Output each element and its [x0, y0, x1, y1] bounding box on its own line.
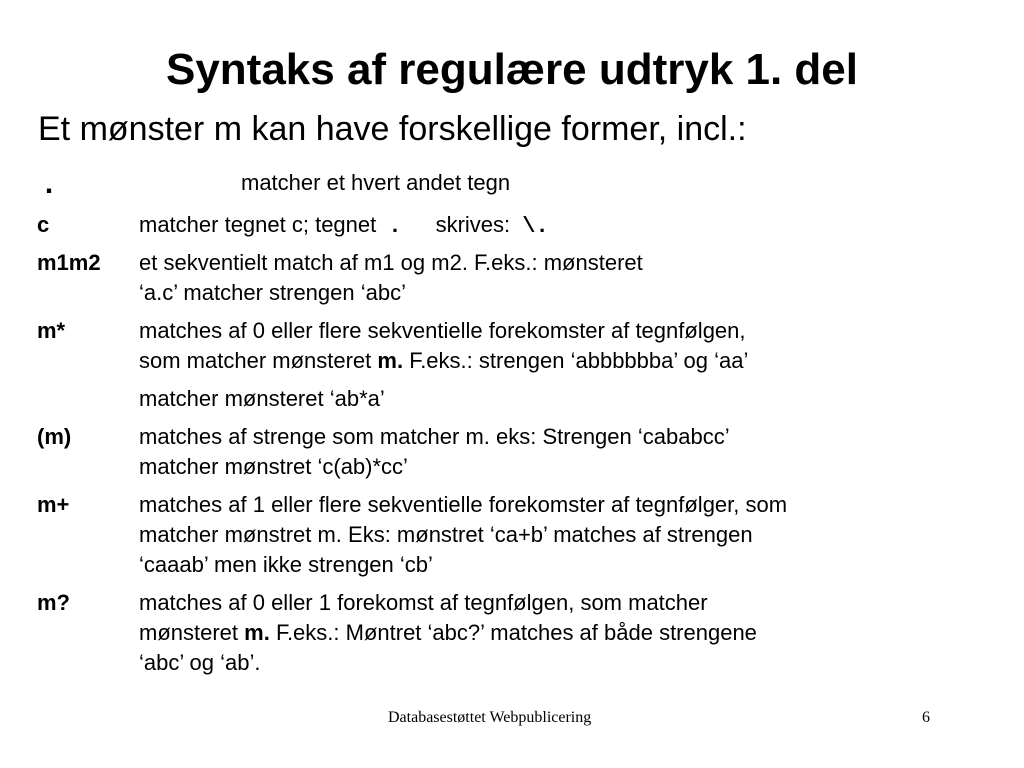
def-m-optional-line-2 [139, 618, 757, 648]
term-dot: . [40, 169, 59, 203]
def-m-star-line-3: matcher mønsteret ‘ab*a’ [139, 386, 385, 411]
def-m-plus-line-2: matcher mønstret m. Eks: mønstret ‘ca+b’ matches af strengen [139, 522, 753, 547]
def-c-text-b: skrives: [435, 212, 517, 237]
def-m-star-text-b: F.eks.: strengen ‘abbbbbba’ og ‘aa’ [403, 348, 749, 373]
def-m-plus-line-3: ‘caaab’ men ikke strengen ‘cb’ [139, 552, 433, 577]
def-c-text-a: matcher tegnet c; tegnet [139, 212, 383, 237]
def-m-optional-line-1: matches af 0 eller 1 forekomst af tegnfølgen, som matcher [139, 590, 708, 615]
def-m-optional-text-a: mønsteret [139, 620, 245, 645]
def-dot-line-1: matcher et hvert andet tegn [241, 170, 511, 195]
def-m-star-line-2 [139, 346, 748, 376]
def-m-optional-line-3: ‘abc’ og ‘ab’. [139, 650, 261, 675]
def-m-star-bold: m. [377, 348, 404, 373]
term-m-star: m* [37, 318, 66, 343]
code-dot: . [388, 214, 402, 239]
def-m1m2-line-2: ‘a.c’ matcher strengen ‘abc’ [139, 280, 406, 305]
def-group-line-2: matcher mønstret ‘c(ab)*cc’ [139, 454, 408, 479]
def-m-optional-bold: m. [244, 620, 270, 645]
def-group-line-1: matches af strenge som matcher m. eks: Strengen ‘cababcc’ [139, 424, 730, 449]
code-escaped-dot: \. [522, 214, 549, 239]
def-m1m2-line-1: et sekventielt match af m1 og m2. F.eks.: mønsteret [139, 250, 643, 275]
intro-text: Et mønster m kan have forskellige former, incl.: [38, 110, 747, 148]
term-m-optional: m? [37, 590, 70, 615]
term-c: c [37, 212, 50, 237]
def-m-star-text-a: som matcher mønsteret [139, 348, 378, 373]
term-m1m2: m1m2 [37, 250, 101, 275]
def-m-plus-line-1: matches af 1 eller flere sekventielle forekomster af tegnfølger, som [139, 492, 788, 517]
term-m-plus: m+ [37, 492, 70, 517]
footer-page-number: 6 [922, 709, 930, 726]
def-m-star-line-1: matches af 0 eller flere sekventielle forekomster af tegnfølgen, [139, 318, 746, 343]
slide-title: Syntaks af regulære udtryk 1. del [165, 45, 859, 94]
term-group: (m) [37, 424, 72, 449]
def-c-line-1 [139, 210, 549, 242]
def-m-optional-text-b: F.eks.: Møntret ‘abc?’ matches af både strengene [269, 620, 757, 645]
footer-course-title: Databasestøttet Webpublicering [388, 709, 592, 726]
